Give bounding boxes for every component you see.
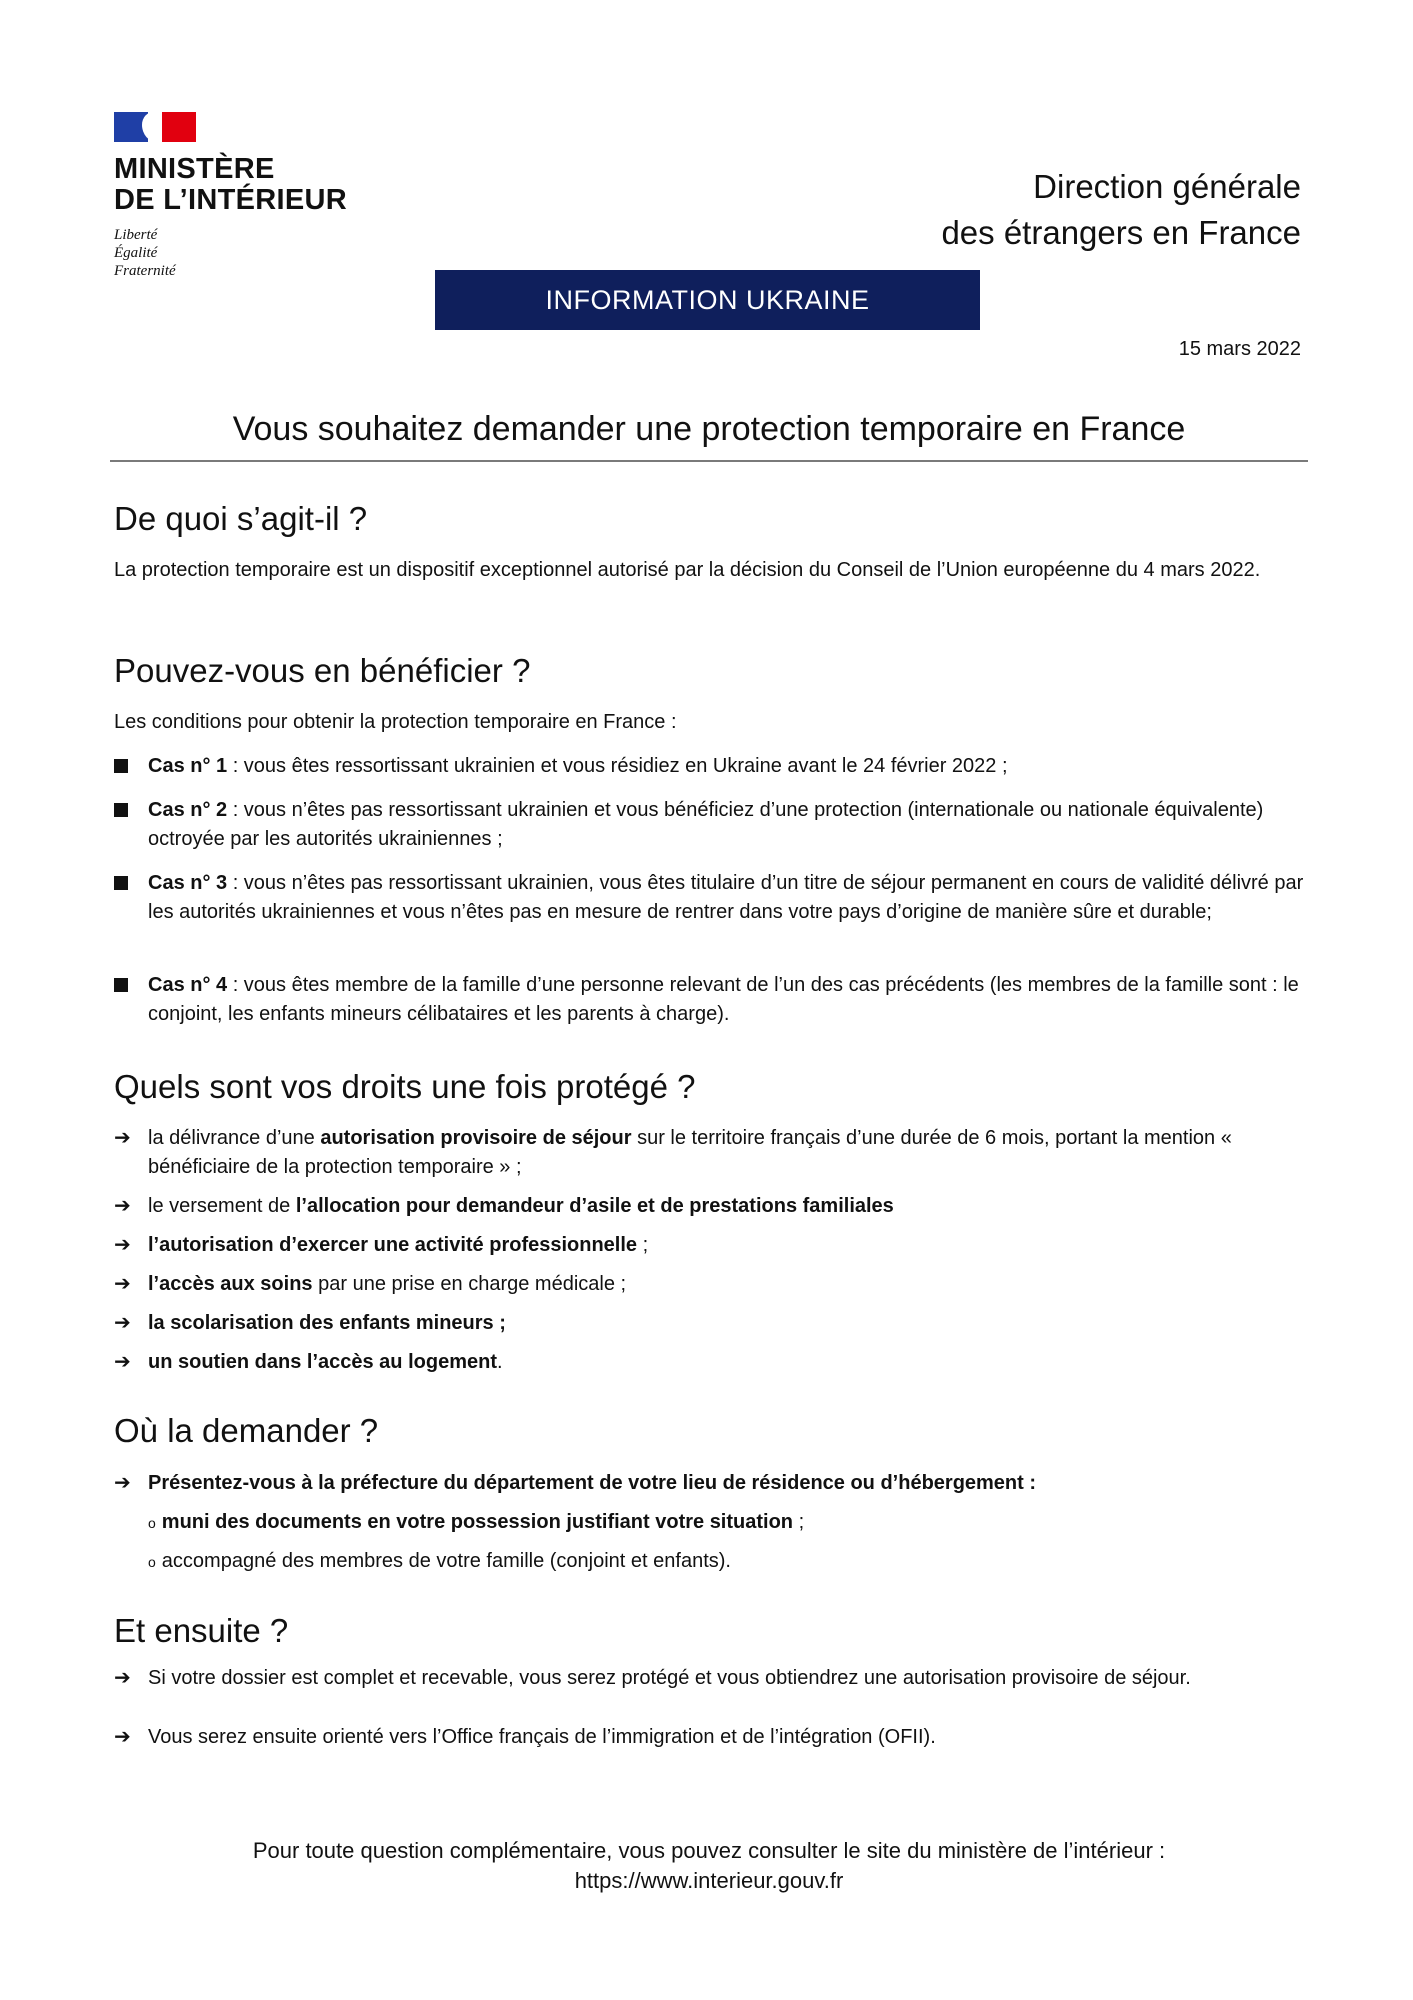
where-subitem: o muni des documents en votre possession justifiant votre situation ;: [148, 1511, 805, 1533]
arrow-bullet-icon: ➔: [114, 1273, 131, 1295]
arrow-bullet-icon: ➔: [114, 1234, 131, 1256]
rights-item: ➔ la scolarisation des enfants mineurs ;: [114, 1309, 1304, 1338]
case-item: Cas n° 4 : vous êtes membre de la famille d’une personne relevant de l’un des cas précédents (les membres de la famille sont : le conjoint, les enfants mineurs célibataires et les parents à charge).: [114, 971, 1304, 1029]
section-heading-rights: Quels sont vos droits une fois protégé ?: [114, 1068, 696, 1105]
square-bullet-icon: [114, 803, 128, 817]
arrow-bullet-icon: ➔: [114, 1351, 131, 1373]
section-text-what: La protection temporaire est un dispositif exceptionnel autorisé par la décision du Conseil de l’Union européenne du 4 mars 2022.: [114, 559, 1261, 581]
section-heading-eligibility: Pouvez-vous en bénéficier ?: [114, 652, 531, 689]
marianne-flag-icon: [114, 112, 196, 144]
ministry-logo: [114, 112, 347, 280]
section-heading-where: Où la demander ?: [114, 1412, 379, 1449]
section-heading-what: De quoi s’agit-il ?: [114, 500, 368, 537]
info-banner: INFORMATION UKRAINE: [435, 270, 980, 330]
case-item: Cas n° 3 : vous n’êtes pas ressortissant ukrainien, vous êtes titulaire d’un titre de séjour permanent en cours de validité délivré par les autorités ukrainiennes et vous n’êtes pas en mesure de rentrer dans votre pays d’origine de manière sûre et durable;: [114, 869, 1304, 927]
where-item: ➔ Présentez-vous à la préfecture du département de votre lieu de résidence ou d’hébergement :: [114, 1469, 1304, 1498]
circle-bullet-icon: o: [148, 1515, 156, 1531]
case-item: Cas n° 1 : vous êtes ressortissant ukrainien et vous résidiez en Ukraine avant le 24 février 2022 ;: [114, 752, 1304, 781]
arrow-bullet-icon: ➔: [114, 1312, 131, 1334]
rights-item: ➔ l’autorisation d’exercer une activité professionnelle ;: [114, 1231, 1304, 1260]
footer-text: Pour toute question complémentaire, vous pouvez consulter le site du ministère de l’intérieur :: [252, 1838, 1166, 1863]
title-divider: [110, 460, 1308, 462]
page-title: Vous souhaitez demander une protection temporaire en France: [232, 410, 1186, 448]
rights-item: ➔ la délivrance d’une autorisation provisoire de séjour sur le territoire français d’une durée de 6 mois, portant la mention « bénéficiaire de la protection temporaire » ;: [114, 1124, 1304, 1182]
rights-item: ➔ l’accès aux soins par une prise en charge médicale ;: [114, 1270, 1304, 1299]
square-bullet-icon: [114, 759, 128, 773]
rights-item: ➔ un soutien dans l’accès au logement.: [114, 1348, 1304, 1377]
direction-title: Direction générale des étrangers en France: [941, 168, 1301, 251]
arrow-bullet-icon: ➔: [114, 1726, 131, 1748]
rights-item: ➔ le versement de l’allocation pour demandeur d’asile et de prestations familiales: [114, 1192, 1304, 1221]
circle-bullet-icon: o: [148, 1554, 156, 1570]
document-date: 15 mars 2022: [1178, 338, 1301, 360]
arrow-bullet-icon: ➔: [114, 1195, 131, 1217]
square-bullet-icon: [114, 978, 128, 992]
eligibility-intro: Les conditions pour obtenir la protection temporaire en France :: [114, 711, 677, 733]
section-heading-next: Et ensuite ?: [114, 1612, 289, 1649]
republic-motto: Liberté Égalité Fraternité: [114, 227, 176, 279]
next-item: ➔ Si votre dossier est complet et recevable, vous serez protégé et vous obtiendrez une autorisation provisoire de séjour.: [114, 1664, 1304, 1693]
ministry-name: MINISTÈRE DE L’INTÉRIEUR: [114, 153, 347, 216]
square-bullet-icon: [114, 876, 128, 890]
arrow-bullet-icon: ➔: [114, 1472, 131, 1494]
arrow-bullet-icon: ➔: [114, 1667, 131, 1689]
next-item: ➔ Vous serez ensuite orienté vers l’Office français de l’immigration et de l’intégration (OFII).: [114, 1723, 1304, 1752]
footer-link[interactable]: https://www.interieur.gouv.fr: [574, 1868, 844, 1893]
footer: [110, 1836, 1308, 1896]
arrow-bullet-icon: ➔: [114, 1127, 131, 1149]
case-item: Cas n° 2 : vous n’êtes pas ressortissant ukrainien et vous bénéficiez d’une protection (internationale ou nationale équivalente) octroyée par les autorités ukrainiennes ;: [114, 796, 1304, 854]
where-subitem: o accompagné des membres de votre famille (conjoint et enfants).: [148, 1550, 731, 1572]
